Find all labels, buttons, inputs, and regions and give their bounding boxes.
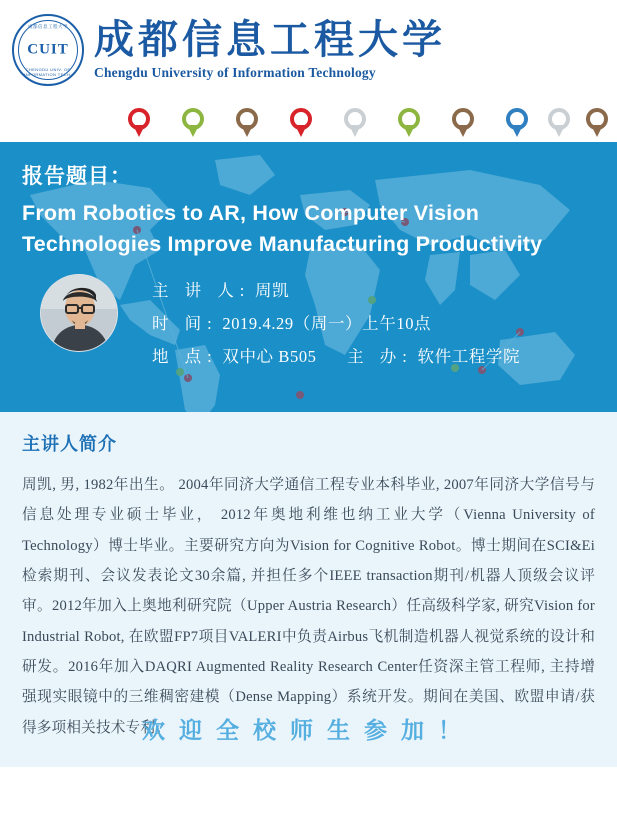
map-pin-icon <box>236 108 258 138</box>
university-name-cn: 成都信息工程大学 <box>94 17 446 62</box>
speaker-value: 周凯 <box>254 281 290 301</box>
speaker-portrait <box>40 274 118 352</box>
map-pin-row <box>0 100 617 142</box>
place-label: 地 点: <box>152 347 218 367</box>
bio-section <box>0 412 617 767</box>
map-pin-icon <box>128 108 150 138</box>
map-pin-icon <box>344 108 366 138</box>
speaker-info-row <box>0 274 617 373</box>
time-value: 2019.4.29（周一）上午10点 <box>222 314 432 334</box>
topic-label: 报告题目： <box>22 165 132 188</box>
map-pin-icon <box>182 108 204 138</box>
logo-acronym: CUIT <box>27 41 69 58</box>
logo-ring-top-text: 成都信息工程大学 <box>28 24 68 29</box>
host-value: 软件工程学院 <box>417 347 521 367</box>
speaker-label: 主 讲 人: <box>152 281 251 301</box>
poster-header <box>0 0 617 100</box>
map-pin-icon <box>452 108 474 138</box>
time-line <box>152 307 520 340</box>
university-name-en: Chengdu University of Information Technology <box>94 65 376 80</box>
topic-banner <box>0 142 617 412</box>
place-host-line <box>152 340 520 373</box>
host-label: 主 办: <box>347 347 413 367</box>
map-pin-icon <box>506 108 528 138</box>
university-name-block <box>94 19 446 81</box>
speaker-detail-lines <box>152 274 520 373</box>
place-value: 双中心 B505 <box>222 347 317 367</box>
bio-title: 主讲人简介 <box>22 434 117 454</box>
banner-text-block <box>0 142 617 260</box>
speaker-line <box>152 274 520 307</box>
map-pin-icon <box>548 108 570 138</box>
bio-text: 周凯, 男, 1982年出生。 2004年同济大学通信工程专业本科毕业, 2007年同济大学信号与信息处理专业硕士毕业， 2012年奥地利维也纳工业大学（Vienna University of Technology）博士毕业。主要研究方向为Vision for Cognitive Robot。博士期间在SCI&Ei检索期刊、会议发表论文30余篇, 并担任多个IEEE transaction期刊/机器人顶级会议评审。2012年加入上奥地利研究院（Upper Austria Research）任高级科学家, 研究Vision for Industrial Robot, 在欧盟FP7项目VALERI中负责Airbus飞机制造机器人视觉系统的设计和研发。2016年加入DAQRI Augmented Reality Research Center任资深主管工程师, 主持增强现实眼镜中的三维稠密建模（Dense Mapping）系统开发。期间在美国、欧盟申请/获得多项相关技术专利。 <box>22 477 595 736</box>
topic-title-line-2: Technologies Improve Manufacturing Productivity <box>22 232 543 257</box>
time-label: 时 间: <box>152 314 218 334</box>
welcome-footer: 欢迎全校师生参加！ <box>142 717 475 743</box>
topic-title-line-1: From Robotics to AR, How Computer Vision <box>22 201 480 225</box>
portrait-illustration <box>41 275 118 352</box>
topic-title <box>22 198 595 260</box>
logo-ring-bottom-text: CHENGDU UNIV. OF INFORMATION TECH. <box>24 67 72 77</box>
map-pin-icon <box>586 108 608 138</box>
university-logo-icon <box>12 14 84 86</box>
map-pin-icon <box>398 108 420 138</box>
map-pin-icon <box>290 108 312 138</box>
